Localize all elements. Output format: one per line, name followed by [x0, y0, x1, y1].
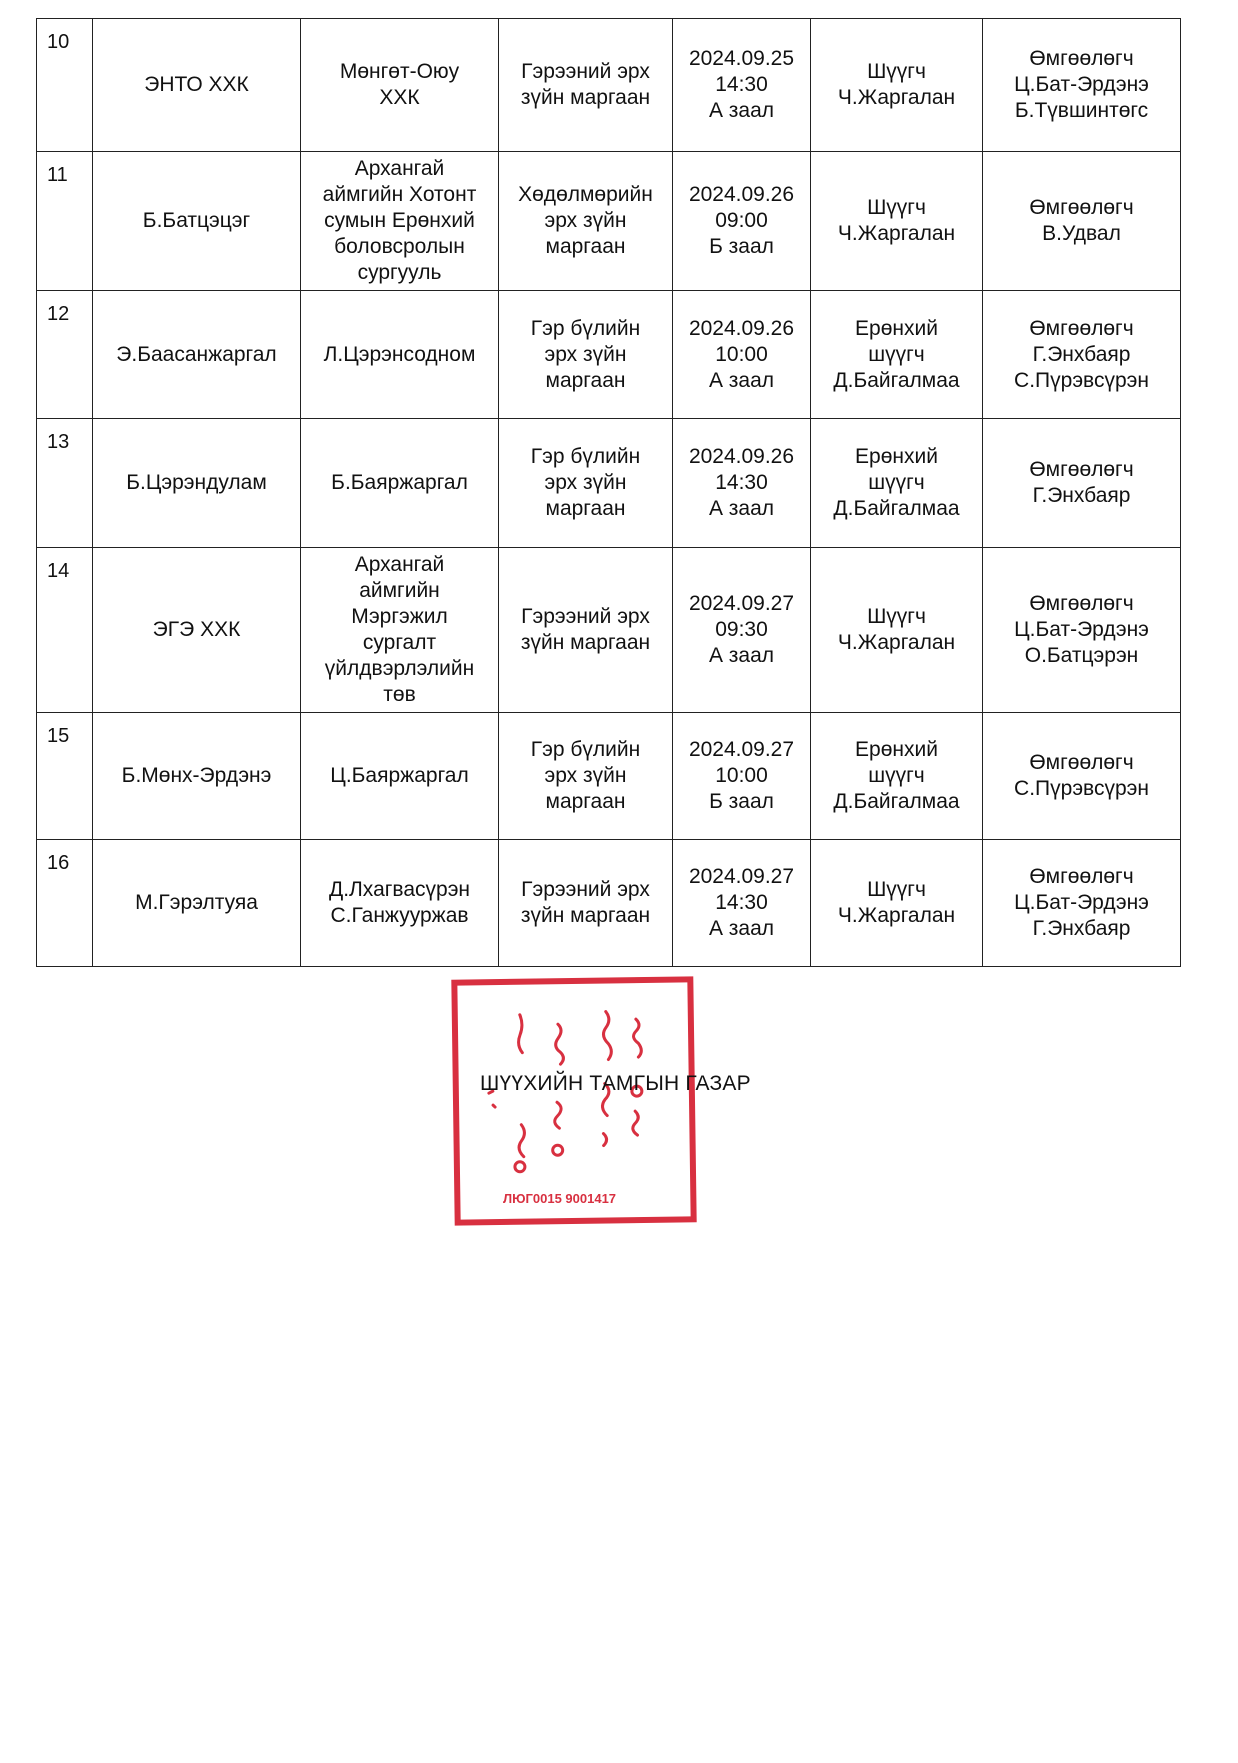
case-type-cell — [499, 419, 673, 548]
case-type-line: зүйн маргаан — [520, 904, 651, 927]
case-type-line: Хөдөлмөрийн — [518, 183, 653, 206]
advocates-line: Өмгөөлөгч — [1029, 458, 1134, 481]
judge-line: Ч.Жаргалан — [837, 222, 956, 245]
judge-line: Д.Байгалмаа — [833, 368, 960, 392]
plaintiff-line: ЭНТО ХХК — [144, 73, 249, 96]
defendant-line: аймгийн Хотонт — [322, 183, 477, 206]
schedule-cell — [673, 713, 811, 840]
case-type-line: маргаан — [545, 368, 626, 392]
table-row — [37, 19, 1181, 152]
schedule-line: 2024.09.25 — [688, 47, 795, 70]
case-type-cell — [499, 19, 673, 152]
advocates-line: Ц.Бат-Эрдэнэ — [1014, 73, 1149, 96]
plaintiff-line: Б.Цэрэндулам — [126, 471, 267, 494]
judge-line: Ерөнхий — [855, 445, 938, 468]
defendant-line: аймгийн — [359, 579, 440, 602]
schedule-line: 14:30 — [715, 73, 768, 96]
case-type-line: эрх зүйн — [544, 764, 627, 787]
schedule-line: 2024.09.26 — [688, 316, 795, 340]
judge-cell — [811, 291, 983, 419]
official-seal — [451, 976, 696, 1225]
case-type-line: маргаан — [545, 497, 626, 520]
row-number: 13 — [37, 419, 93, 548]
case-type-cell — [499, 548, 673, 713]
judge-line: Д.Байгалмаа — [833, 790, 960, 813]
plaintiff-line: Э.Баасанжаргал — [116, 342, 277, 366]
plaintiff-line: Б.Батцэцэг — [142, 209, 251, 232]
plaintiff-cell — [93, 152, 301, 291]
defendant-line: С.Ганжууржав — [330, 904, 469, 927]
judge-line: Ч.Жаргалан — [837, 904, 956, 927]
plaintiff-line: М.Гэрэлтуяа — [135, 891, 258, 914]
row-number: 15 — [37, 713, 93, 840]
defendant-cell — [301, 291, 499, 419]
schedule-line: 2024.09.27 — [688, 865, 795, 888]
judge-line: Шүүгч — [867, 878, 926, 901]
judge-line: Ч.Жаргалан — [837, 86, 956, 109]
case-type-line: Гэрээний эрх — [521, 60, 650, 83]
case-type-cell — [499, 713, 673, 840]
schedule-line: 2024.09.26 — [688, 183, 795, 206]
advocates-cell — [983, 152, 1181, 291]
advocates-line: Ц.Бат-Эрдэнэ — [1014, 891, 1149, 914]
judge-line: Шүүгч — [867, 196, 926, 219]
schedule-line: 2024.09.27 — [688, 592, 795, 615]
schedule-cell — [673, 291, 811, 419]
schedule-line: Б заал — [709, 790, 774, 813]
case-type-line: эрх зүйн — [544, 342, 627, 366]
defendant-line: Архангай — [354, 157, 445, 180]
judge-line: Ерөнхий — [855, 738, 938, 761]
advocates-line: Өмгөөлөгч — [1029, 865, 1134, 888]
defendant-cell — [301, 152, 499, 291]
defendant-line: Архангай — [354, 553, 445, 576]
schedule-line: 14:30 — [715, 891, 768, 914]
row-number: 12 — [37, 291, 93, 419]
row-number: 11 — [37, 152, 93, 291]
schedule-cell — [673, 152, 811, 291]
schedule-cell — [673, 548, 811, 713]
table-row — [37, 291, 1181, 419]
schedule-cell — [673, 840, 811, 967]
table-row — [37, 419, 1181, 548]
case-type-line: зүйн маргаан — [520, 631, 651, 654]
plaintiff-cell — [93, 713, 301, 840]
advocates-line: Өмгөөлөгч — [1029, 196, 1134, 219]
defendant-cell — [301, 713, 499, 840]
judge-line: Шүүгч — [867, 60, 926, 83]
plaintiff-cell — [93, 840, 301, 967]
advocates-line: Өмгөөлөгч — [1029, 751, 1134, 774]
schedule-line: А заал — [708, 917, 775, 940]
advocates-line: Г.Энхбаяр — [1032, 342, 1131, 366]
seal-code: ЛЮГ0015 9001417 — [503, 1191, 617, 1206]
row-number: 16 — [37, 840, 93, 967]
defendant-cell — [301, 840, 499, 967]
plaintiff-line: ЭГЭ ХХК — [152, 618, 241, 641]
judge-line: шүүгч — [868, 471, 925, 494]
schedule-line: 09:30 — [715, 618, 768, 641]
schedule-line: 10:00 — [715, 342, 768, 366]
schedule-line: А заал — [708, 368, 775, 392]
advocates-cell — [983, 291, 1181, 419]
plaintiff-cell — [93, 419, 301, 548]
advocates-line: В.Удвал — [1042, 222, 1121, 245]
table-row — [37, 548, 1181, 713]
case-type-line: эрх зүйн — [544, 209, 627, 232]
defendant-cell — [301, 419, 499, 548]
advocates-line: С.Пүрэвсүрэн — [1014, 777, 1149, 800]
row-number: 14 — [37, 548, 93, 713]
case-type-line: Гэр бүлийн — [530, 738, 641, 761]
defendant-line: сургууль — [357, 261, 442, 284]
case-type-line: эрх зүйн — [544, 471, 627, 494]
case-type-line: зүйн маргаан — [520, 86, 651, 109]
plaintiff-cell — [93, 548, 301, 713]
advocates-line: Г.Энхбаяр — [1032, 917, 1131, 940]
advocates-line: Өмгөөлөгч — [1029, 316, 1134, 340]
judge-line: шүүгч — [868, 342, 925, 366]
case-type-cell — [499, 152, 673, 291]
defendant-line: Ц.Баяржаргал — [330, 764, 469, 787]
judge-line: Ерөнхий — [855, 316, 938, 340]
schedule-cell — [673, 419, 811, 548]
advocates-line: Г.Энхбаяр — [1032, 484, 1131, 507]
judge-line: Д.Байгалмаа — [833, 497, 960, 520]
schedule-line: 2024.09.26 — [688, 445, 795, 468]
defendant-cell — [301, 19, 499, 152]
case-type-line: Гэрээний эрх — [521, 605, 650, 628]
schedule-line: Б заал — [709, 235, 774, 258]
plaintiff-cell — [93, 291, 301, 419]
table-row — [37, 713, 1181, 840]
advocates-line: Өмгөөлөгч — [1029, 592, 1134, 615]
seal-title: ШҮҮХИЙН ТАМГЫН ГАЗАР — [480, 1072, 751, 1095]
judge-cell — [811, 19, 983, 152]
advocates-line: Б.Түвшинтөгс — [1014, 99, 1149, 122]
schedule-line: А заал — [708, 644, 775, 667]
schedule-line: 10:00 — [715, 764, 768, 787]
judge-cell — [811, 713, 983, 840]
case-type-line: Гэр бүлийн — [530, 445, 641, 468]
plaintiff-cell — [93, 19, 301, 152]
case-type-cell — [499, 291, 673, 419]
defendant-line: Л.Цэрэнсодном — [323, 342, 476, 366]
schedule-line: 09:00 — [715, 209, 768, 232]
advocates-cell — [983, 19, 1181, 152]
defendant-line: Б.Баяржаргал — [331, 471, 468, 494]
defendant-line: Мэргэжил — [351, 605, 448, 628]
table-row — [37, 152, 1181, 291]
defendant-line: сумын Ерөнхий — [324, 209, 475, 232]
judge-cell — [811, 152, 983, 291]
advocates-line: Өмгөөлөгч — [1029, 47, 1134, 70]
mongolian-script-seal-text — [457, 982, 690, 1219]
case-type-line: маргаан — [545, 235, 626, 258]
case-type-cell — [499, 840, 673, 967]
schedule-line: А заал — [708, 99, 775, 122]
defendant-cell — [301, 548, 499, 713]
case-type-line: Гэр бүлийн — [530, 316, 641, 340]
judge-line: шүүгч — [868, 764, 925, 787]
advocates-line: С.Пүрэвсүрэн — [1014, 368, 1149, 392]
judge-line: Шүүгч — [867, 605, 926, 628]
schedule-cell — [673, 19, 811, 152]
advocates-cell — [983, 548, 1181, 713]
plaintiff-line: Б.Мөнх-Эрдэнэ — [121, 764, 272, 787]
defendant-line: Д.Лхагвасүрэн — [328, 878, 471, 901]
judge-line: Ч.Жаргалан — [837, 631, 956, 654]
hearing-schedule-table — [36, 18, 1181, 967]
schedule-line: А заал — [708, 497, 775, 520]
defendant-line: боловсролын — [334, 235, 465, 258]
judge-cell — [811, 419, 983, 548]
case-type-line: Гэрээний эрх — [521, 878, 650, 901]
case-type-line: маргаан — [545, 790, 626, 813]
table-row — [37, 840, 1181, 967]
defendant-line: Мөнгөт-Оюу — [339, 60, 460, 83]
schedule-line: 14:30 — [715, 471, 768, 494]
row-number: 10 — [37, 19, 93, 152]
schedule-line: 2024.09.27 — [688, 738, 795, 761]
advocates-cell — [983, 713, 1181, 840]
advocates-cell — [983, 840, 1181, 967]
defendant-line: төв — [383, 683, 416, 706]
defendant-line: ХХК — [379, 86, 420, 109]
advocates-line: О.Батцэрэн — [1024, 644, 1139, 667]
advocates-line: Ц.Бат-Эрдэнэ — [1014, 618, 1149, 641]
defendant-line: үйлдвэрлэлийн — [324, 657, 475, 680]
judge-cell — [811, 548, 983, 713]
judge-cell — [811, 840, 983, 967]
advocates-cell — [983, 419, 1181, 548]
defendant-line: сургалт — [362, 631, 437, 654]
